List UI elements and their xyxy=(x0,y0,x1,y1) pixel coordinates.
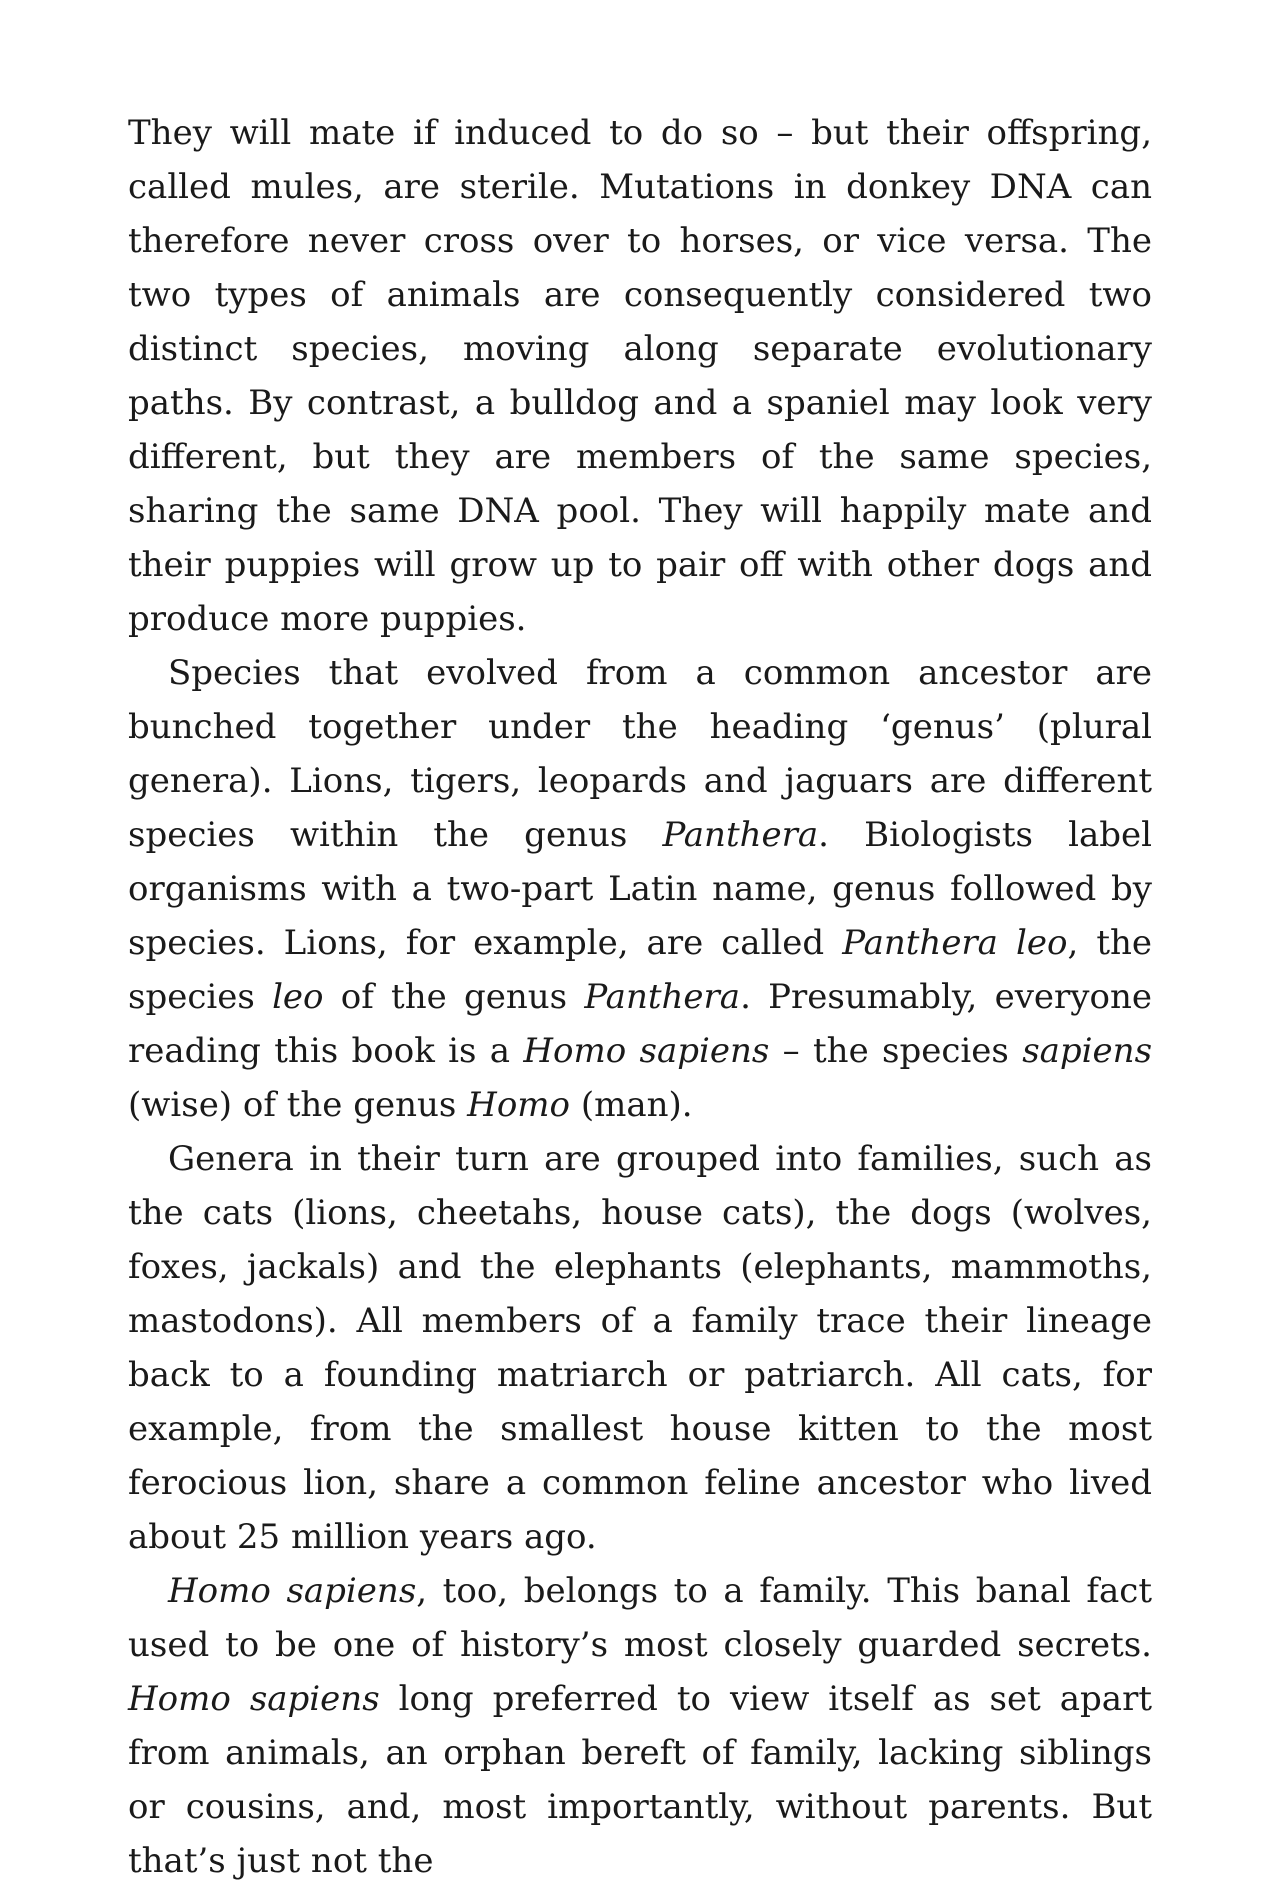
text-span: of the genus xyxy=(323,977,585,1017)
italic-term: Panthera xyxy=(662,815,819,855)
text-span: They will mate if induced to do so – but their offspring, called mules, are sterile. Mutations in donkey DNA can therefore never cross over to horses, or vice versa. The two types of animals are consequently considered two distinct species, moving along separate evolutionary paths. By contrast, a bulldog and a spaniel may look very different, but they are members of the same species, sharing the same DNA pool. They will happily mate and their puppies will grow up to pair off with other dogs and produce more puppies. xyxy=(128,113,1152,639)
text-span: Genera in their turn are grouped into families, such as the cats (lions, cheetahs, house cats), the dogs (wolves, foxes, jackals) and the elephants (elephants, mammoths, mastodons). All members of a family trace their lineage back to a founding matriarch or patriarch. All cats, for example, from the smallest house kitten to the most ferocious lion, share a common feline ancestor who lived about 25 million years ago. xyxy=(128,1139,1152,1557)
text-span: Species that evolved from a common ancestor are bunched together under the heading ‘genus’ (plural genera). Lions, tigers, leopards and jaguars are different species within the genus xyxy=(128,653,1152,855)
italic-term: Panthera xyxy=(584,977,741,1017)
italic-term: Homo sapiens xyxy=(168,1571,417,1611)
text-span: . Presumably, everyone reading this book is a xyxy=(128,977,1152,1071)
text-span: , too, belongs to a family. This banal fact used to be one of history’s most closely guarded secrets. xyxy=(128,1571,1152,1665)
book-page xyxy=(128,106,1152,1888)
paragraph-3 xyxy=(128,1132,1152,1564)
italic-term: Homo xyxy=(467,1085,571,1125)
italic-term: Homo sapiens xyxy=(128,1679,380,1719)
paragraph-2 xyxy=(128,646,1152,1132)
text-span: long preferred to view itself as set apart from animals, an orphan bereft of family, lacking siblings or cousins, and, most importantly, without parents. But that’s just not the xyxy=(128,1679,1152,1881)
text-span: (wise) of the genus xyxy=(128,1085,468,1125)
text-span: . Biologists label organisms with a two-part Latin name, genus followed by species. Lions, for example, are called xyxy=(128,815,1153,963)
italic-term: sapiens xyxy=(1022,1031,1153,1071)
paragraph-1 xyxy=(128,106,1152,646)
paragraph-4 xyxy=(128,1564,1152,1888)
italic-term: Homo sapiens xyxy=(523,1031,770,1071)
text-span: (man). xyxy=(570,1085,693,1125)
italic-term: Panthera leo xyxy=(842,923,1068,963)
text-span: – the species xyxy=(769,1031,1023,1071)
text-span: , the species xyxy=(128,923,1152,1017)
italic-term: leo xyxy=(272,977,324,1017)
